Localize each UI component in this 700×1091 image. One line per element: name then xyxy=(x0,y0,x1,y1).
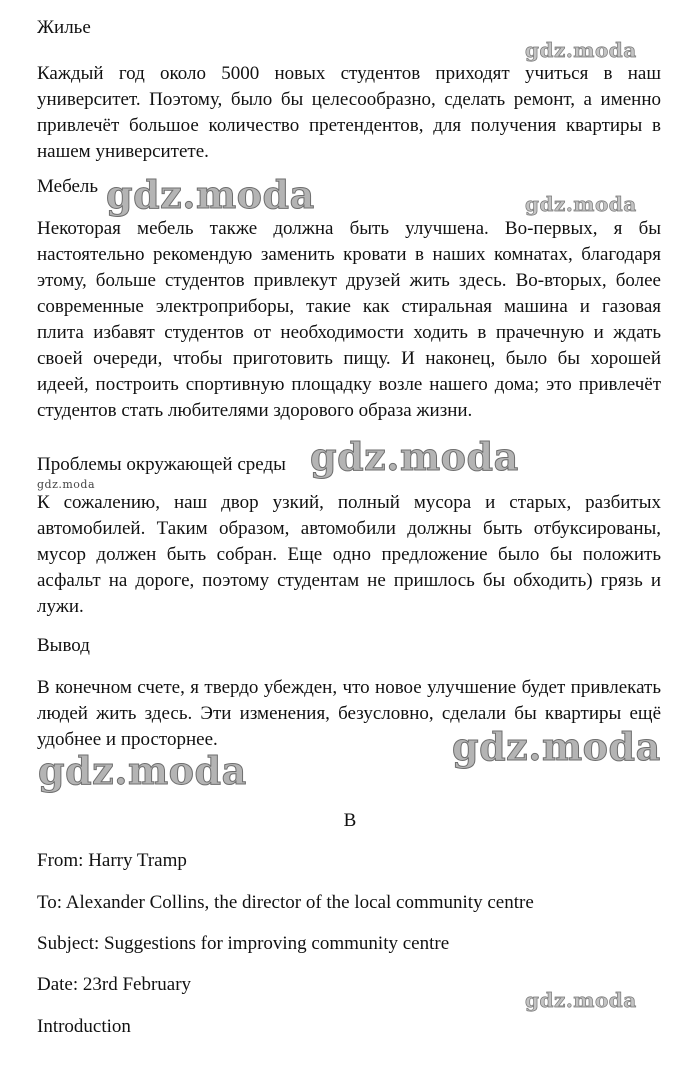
watermark: gdz.moda xyxy=(37,478,96,491)
section-b-label: B xyxy=(343,810,357,831)
paragraph-conclusion: В конечном счете, я твердо убежден, что новое улучшение будет привлекать людей жить здесь. Эти изменения, безусловно, сделали бы квартиры ещё удобнее и просторнее. xyxy=(37,677,661,750)
heading-environment: Проблемы окружающей среды xyxy=(37,454,286,475)
letter-introduction: Introduction xyxy=(37,1016,131,1037)
watermark: gdz.moda xyxy=(310,434,519,479)
watermark: gdz.moda xyxy=(38,748,247,793)
letter-from: From: Harry Tramp xyxy=(37,850,187,871)
watermark: gdz.moda xyxy=(525,988,637,1012)
letter-date: Date: 23rd February xyxy=(37,974,192,995)
paragraph-environment: К сожалению, наш двор узкий, полный мусора и старых, разбитых автомобилей. Таким образом, автомобили должны быть отбуксированы, мусор должен быть собран. Еще одно предложение было бы положить асфальт на дороге, поэтому студентам не пришлось бы обходить) грязь и лужи. xyxy=(37,492,661,617)
paragraph-housing: Каждый год около 5000 новых студентов приходят учиться в наш университет. Поэтому, было бы целесообразно, сделать ремонт, а именно привлечёт большое количество претендентов, для получения квартиры в нашем университете. xyxy=(37,63,661,162)
watermark: gdz.moda xyxy=(525,38,637,62)
letter-to: To: Alexander Collins, the director of the local community centre xyxy=(37,892,534,913)
watermark: gdz.moda xyxy=(525,192,637,216)
paragraph-furniture: Некоторая мебель также должна быть улучшена. Во-первых, я бы настоятельно рекомендую заменить кровати в наших комнатах, благодаря этому, больше студентов привлекут друзей жить здесь. Во-вторых, более современные электроприборы, такие как стиральная машина и газовая плита избавят студентов от необходимости ходить в прачечную и ждать своей очереди, чтобы приготовить пищу. И наконец, было бы хорошей идеей, построить спортивную площадку возле нашего дома; это привлечёт студентов стать любителями здорового образа жизни. xyxy=(37,218,661,421)
heading-conclusion: Вывод xyxy=(37,635,90,656)
watermark: gdz.moda xyxy=(452,724,661,769)
heading-housing: Жилье xyxy=(37,17,91,38)
letter-subject: Subject: Suggestions for improving community centre xyxy=(37,933,450,954)
heading-furniture: Мебель xyxy=(37,176,99,197)
watermark: gdz.moda xyxy=(106,172,315,217)
